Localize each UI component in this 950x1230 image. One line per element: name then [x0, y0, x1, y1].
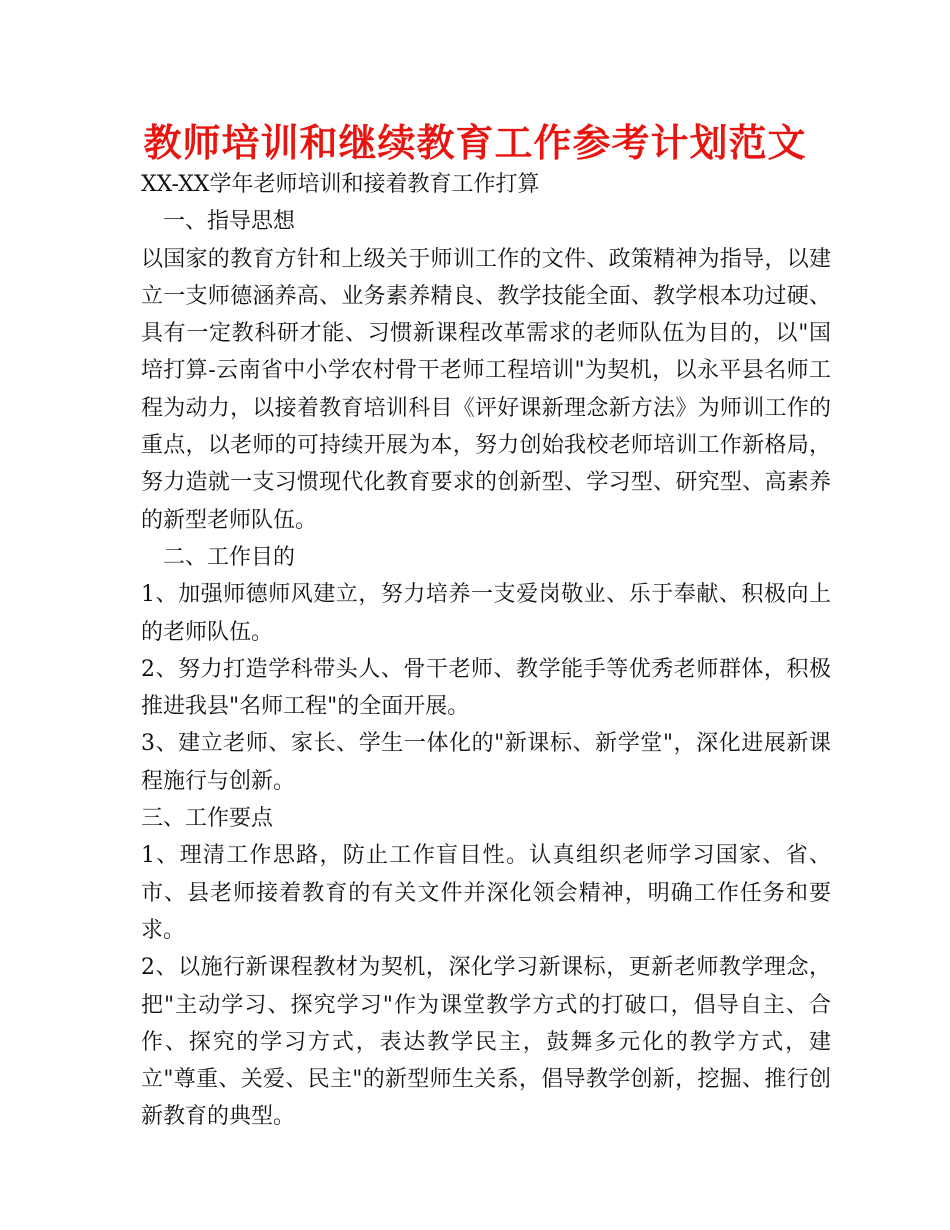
section-heading-work-points: 三、工作要点 [141, 806, 274, 832]
document-body [141, 166, 831, 1136]
section-heading-work-goals: 二、工作目的 [163, 544, 296, 570]
paragraph-goal-2: 2、努力打造学科带头人、骨干老师、教学能手等优秀老师群体，积极推进我县"名师工程"的全面开展。 [141, 656, 831, 720]
paragraph-guiding-thought: 以国家的教育方针和上级关于师训工作的文件、政策精神为指导，以建立一支师德涵养高、业务素养精良、教学技能全面、教学根本功过硬、具有一定教科研才能、习惯新课程改革需求的老师队伍为目的，以"国培打算-云南省中小学农村骨干老师工程培训"为契机，以永平县名师工程为动力，以接着教育培训科目《评好课新理念新方法》为师训工作的重点，以老师的可持续开展为本，努力创始我校老师培训工作新格局，努力造就一支习惯现代化教育要求的创新型、学习型、研究型、高素养的新型老师队伍。 [141, 246, 831, 533]
section-heading-guiding-thought: 一、指导思想 [163, 209, 296, 235]
document-title: 教师培训和继续教育工作参考计划范文 [143, 121, 807, 165]
paragraph-point-2: 2、以施行新课程教材为契机，深化学习新课标，更新老师教学理念，把"主动学习、探究学习"作为课堂教学方式的打破口，倡导自主、合作、探究的学习方式，表达教学民主，鼓舞多元化的教学方式，建立"尊重、关爱、民主"的新型师生关系，倡导教学创新，挖掘、推行创新教育的典型。 [141, 955, 831, 1130]
document-subtitle: XX-XX学年老师培训和接着教育工作打算 [141, 172, 540, 197]
paragraph-goal-1: 1、加强师德师风建立，努力培养一支爱岗敬业、乐于奉献、积极向上的老师队伍。 [141, 582, 831, 645]
paragraph-goal-3: 3、建立老师、家长、学生一体化的"新课标、新学堂"，深化进展新课程施行与创新。 [141, 731, 831, 794]
paragraph-point-1: 1、理清工作思路，防止工作盲目性。认真组织老师学习国家、省、市、县老师接着教育的有关文件并深化领会精神，明确工作任务和要求。 [141, 843, 831, 943]
